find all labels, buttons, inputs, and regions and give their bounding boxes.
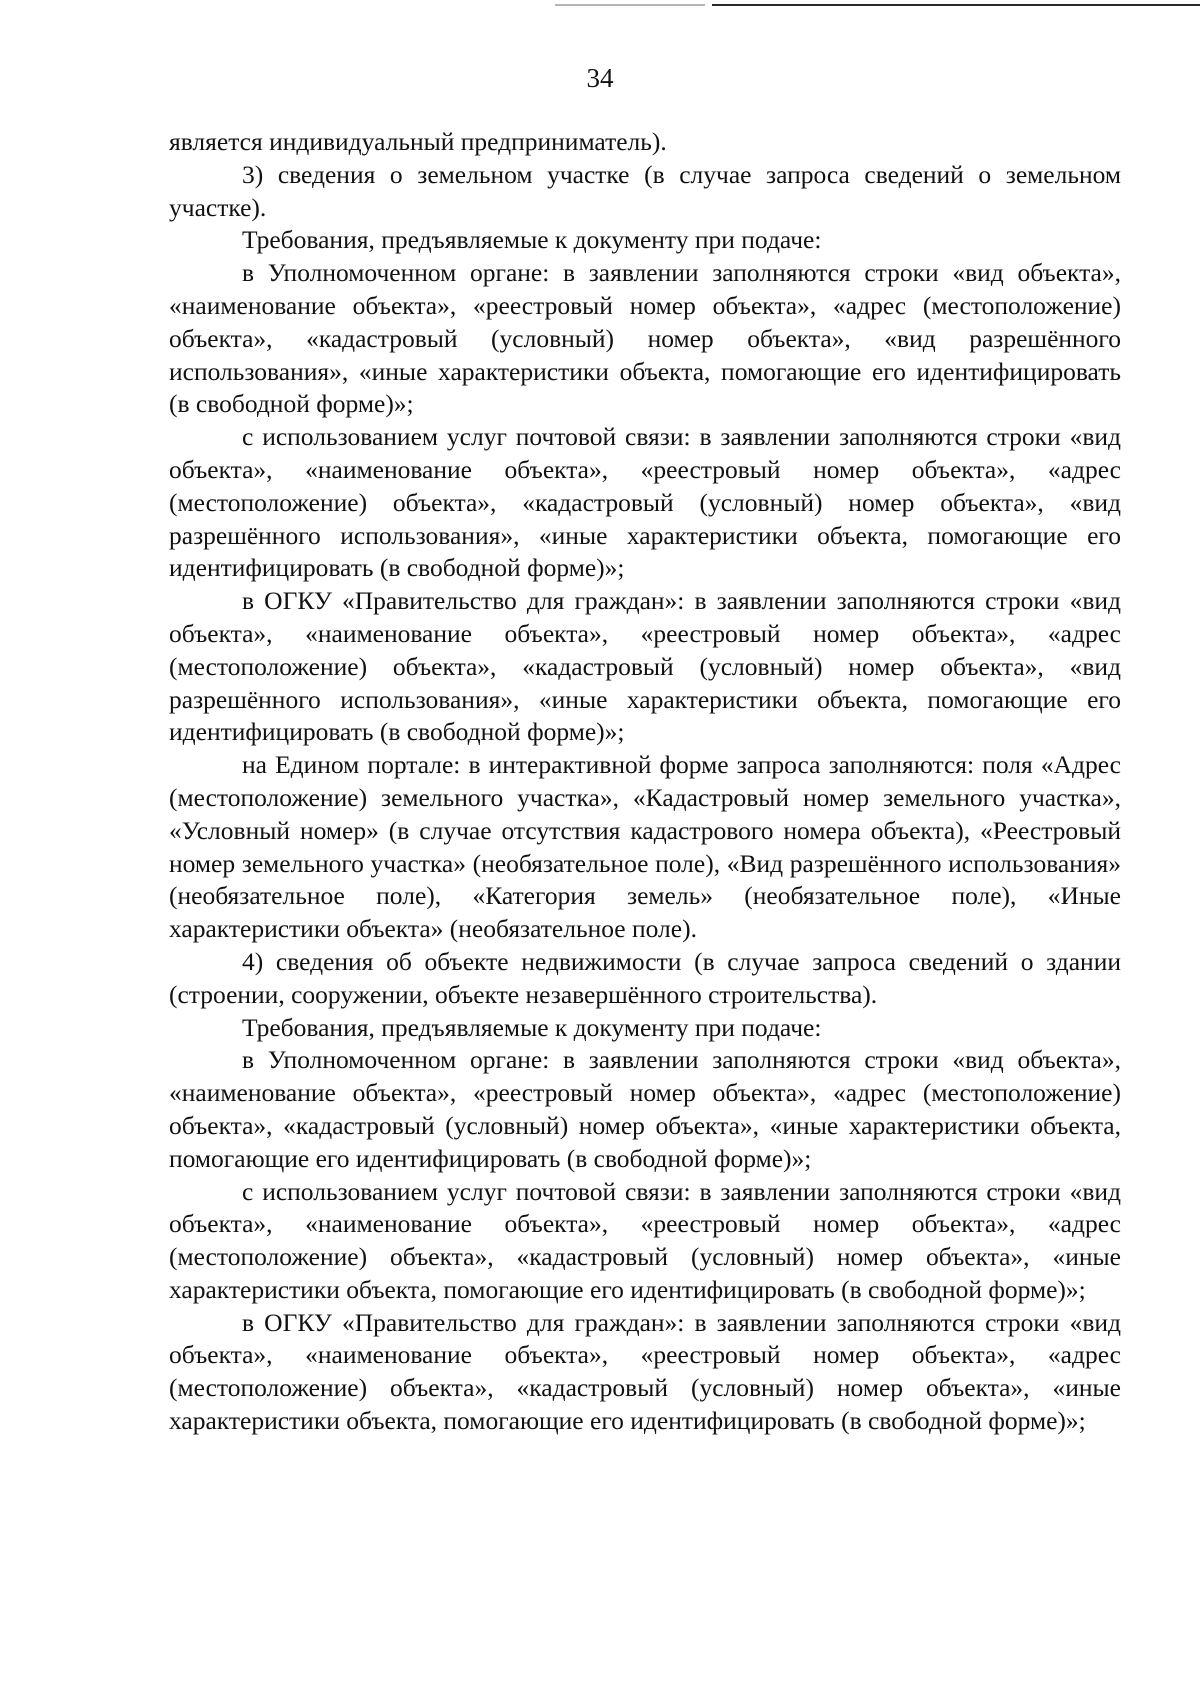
paragraph: в ОГКУ «Правительство для граждан»: в заявлении заполняются строки «вид объекта», «наименование объекта», «реестровый номер объекта», «адрес (местоположение) объекта», «кадастровый (условный) номер объекта», «вид разрешённого использования», «иные характеристики объекта, помогающие его идентифицировать (в свободной форме)»; (169, 586, 1121, 747)
paragraph: в Уполномоченном органе: в заявлении заполняются строки «вид объекта», «наименование объекта», «реестровый номер объекта», «адрес (местоположение) объекта», «кадастровый (условный) номер объекта», «вид разрешённого использования», «иные характеристики объекта, помогающие его идентифицировать (в свободной форме)»; (169, 258, 1121, 419)
paragraph: является индивидуальный предприниматель). (169, 127, 667, 156)
paragraph: с использованием услуг почтовой связи: в заявлении заполняются строки «вид объекта», «наименование объекта», «реестровый номер объекта», «адрес (местоположение) объекта», «кадастровый (условный) номер объекта», «вид разрешённого использования», «иные характеристики объекта, помогающие его идентифицировать (в свободной форме)»; (169, 422, 1121, 583)
paragraph: с использованием услуг почтовой связи: в заявлении заполняются строки «вид объекта», «наименование объекта», «реестровый номер объекта», «адрес (местоположение) объекта», «кадастровый (условный) номер объекта», «иные характеристики объекта, помогающие его идентифицировать (в свободной форме)»; (169, 1176, 1121, 1304)
paragraph: Требования, предъявляемые к документу при подаче: (242, 225, 822, 255)
paragraph: в ОГКУ «Правительство для граждан»: в заявлении заполняются строки «вид объекта», «наименование объекта», «реестровый номер объекта», «адрес (местоположение) объекта», «кадастровый (условный) номер объекта», «иные характеристики объекта, помогающие его идентифицировать (в свободной форме)»; (169, 1307, 1121, 1436)
paragraph: в Уполномоченном органе: в заявлении заполняются строки «вид объекта», «наименование объекта», «реестровый номер объекта», «адрес (местоположение) объекта», «кадастровый (условный) номер объекта», «иные характеристики объекта, помогающие его идентифицировать (в свободной форме)»; (169, 1045, 1121, 1173)
paragraph: на Едином портале: в интерактивной форме запроса заполняются: поля «Адрес (местоположение) земельного участка», «Кадастровый номер земельного участка», «Условный номер» (в случае отсутствия кадастрового номера объекта), «Реестровый номер земельного участка» (необязательное поле), «Вид разрешённого использования» (необязательное поле), «Категория земель» (необязательное поле), «Иные характеристики объекта» (необязательное поле). (169, 750, 1121, 944)
top-scan-rule-right (712, 4, 1200, 6)
paragraph: 3) сведения о земельном участке (в случае запроса сведений о земельном участке). (169, 159, 1121, 222)
paragraph: 4) сведения об объекте недвижимости (в случае запроса сведений о здании (строении, сооружении, объекте незавершённого строительства). (169, 946, 1121, 1009)
paragraph: Требования, предъявляемые к документу при подаче: (242, 1012, 822, 1042)
document-body (169, 126, 1121, 1438)
top-scan-rule-left (555, 4, 705, 6)
page-number: 34 (586, 63, 614, 93)
